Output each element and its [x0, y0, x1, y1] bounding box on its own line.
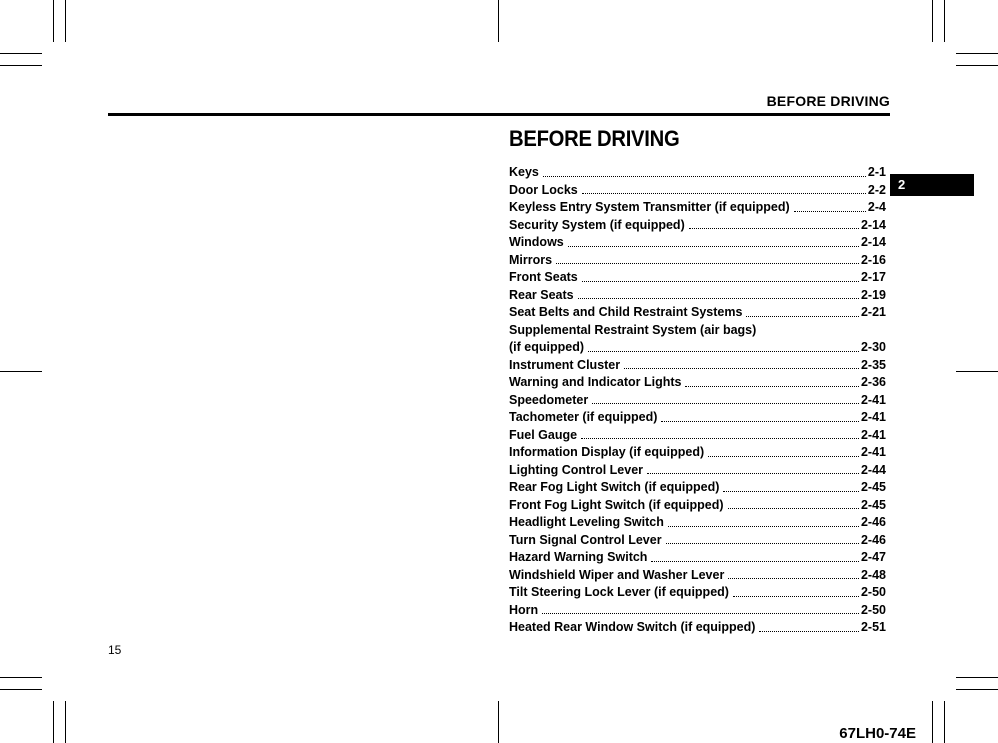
toc-entry-label: Hazard Warning Switch — [509, 550, 648, 564]
toc-entry — [509, 532, 886, 550]
toc-dot-leader — [578, 297, 859, 299]
crop-mark — [956, 371, 998, 372]
toc-entry-label: Information Display (if equipped) — [509, 445, 705, 459]
toc-entry — [509, 462, 886, 480]
toc-entry-label: Horn — [509, 602, 539, 617]
toc-entry — [509, 357, 886, 375]
toc-entry — [509, 339, 886, 357]
toc-entry — [509, 427, 886, 445]
toc-dot-leader — [746, 315, 859, 317]
crop-mark — [53, 0, 54, 42]
toc-entry-label: Mirrors — [509, 252, 553, 267]
section-title: BEFORE DRIVING — [509, 126, 680, 151]
toc-entry-page: 2-47 — [860, 550, 886, 564]
toc-entry-page: 2-19 — [860, 287, 886, 302]
toc-entry-page: 2-51 — [860, 620, 886, 634]
toc-entry — [509, 287, 886, 305]
toc-entry-label: Door Locks — [509, 182, 578, 197]
crop-mark — [0, 65, 42, 66]
toc-entry-label: Heated Rear Window Switch (if equipped) — [509, 620, 756, 634]
crop-mark — [0, 689, 42, 690]
crop-mark — [956, 65, 998, 66]
crop-mark — [932, 701, 933, 743]
crop-mark — [956, 53, 998, 54]
toc-entry — [509, 497, 886, 515]
crop-mark — [0, 677, 42, 678]
toc-entry — [509, 199, 886, 217]
toc-entry-label: Tachometer (if equipped) — [509, 410, 658, 424]
toc-entry-label: Instrument Cluster — [509, 357, 621, 372]
crop-mark — [53, 701, 54, 743]
toc-dot-leader — [568, 245, 859, 247]
toc-dot-leader — [543, 175, 866, 177]
toc-dot-leader — [708, 455, 859, 457]
toc-entry-label: Supplemental Restraint System (air bags) — [509, 322, 757, 337]
crop-mark — [956, 677, 998, 678]
toc-dot-leader — [728, 507, 859, 509]
crop-mark — [0, 53, 42, 54]
toc-entry-label: Turn Signal Control Lever — [509, 532, 662, 547]
crop-mark — [498, 0, 499, 42]
toc-dot-leader — [666, 542, 859, 544]
toc-dot-leader — [542, 612, 859, 614]
crop-mark — [944, 701, 945, 743]
toc-entry-page: 2-17 — [860, 270, 886, 284]
toc-entry-label: Rear Fog Light Switch (if equipped) — [509, 480, 720, 494]
toc-dot-leader — [582, 280, 859, 282]
page-number: 15 — [108, 643, 122, 657]
toc-entry-label: Lighting Control Lever — [509, 462, 644, 477]
toc-entry — [509, 549, 886, 567]
toc-dot-leader — [661, 420, 859, 422]
toc-entry-label: Windshield Wiper and Washer Lever — [509, 567, 725, 582]
toc-dot-leader — [581, 437, 859, 439]
toc-entry-label: Speedometer — [509, 392, 589, 407]
toc-dot-leader — [592, 402, 859, 404]
toc-entry-page: 2-45 — [860, 480, 886, 494]
toc-dot-leader — [733, 595, 859, 597]
toc-entry — [509, 182, 886, 200]
toc-entry — [509, 269, 886, 287]
toc-dot-leader — [723, 490, 859, 492]
table-of-contents — [509, 164, 886, 637]
toc-entry-page: 2-41 — [860, 445, 886, 459]
crop-mark — [944, 0, 945, 42]
toc-entry-page: 2-46 — [860, 515, 886, 529]
toc-entry — [509, 602, 886, 620]
toc-dot-leader — [556, 262, 859, 264]
toc-entry-page: 2-36 — [860, 375, 886, 389]
toc-dot-leader — [689, 227, 859, 229]
toc-entry-page: 2-21 — [860, 305, 886, 319]
toc-entry — [509, 164, 886, 182]
toc-entry-page: 2-41 — [860, 427, 886, 442]
crop-mark — [498, 701, 499, 743]
toc-dot-leader — [685, 385, 859, 387]
toc-entry-label: Front Fog Light Switch (if equipped) — [509, 497, 724, 512]
toc-entry-label: Tilt Steering Lock Lever (if equipped) — [509, 585, 729, 599]
toc-entry-page: 2-4 — [867, 200, 886, 214]
toc-entry-page: 2-16 — [860, 252, 886, 267]
header-rule — [108, 113, 890, 116]
crop-mark — [932, 0, 933, 42]
toc-entry-label: Keyless Entry System Transmitter (if equipped) — [509, 200, 790, 214]
toc-entry — [509, 392, 886, 410]
chapter-tab: 2 — [890, 174, 974, 196]
crop-mark — [0, 371, 42, 372]
toc-entry-page: 2-2 — [867, 182, 886, 197]
toc-entry-label: Front Seats — [509, 270, 578, 284]
toc-entry-label: Seat Belts and Child Restraint Systems — [509, 305, 743, 319]
toc-entry-page: 2-48 — [860, 567, 886, 582]
toc-entry-label: Keys — [509, 165, 539, 179]
crop-mark — [956, 689, 998, 690]
toc-dot-leader — [668, 525, 859, 527]
toc-entry — [509, 217, 886, 235]
crop-mark — [65, 0, 66, 42]
toc-dot-leader — [647, 472, 859, 474]
document-code: 67LH0-74E — [839, 725, 916, 742]
toc-entry — [509, 409, 886, 427]
toc-entry-page: 2-50 — [860, 602, 886, 617]
toc-entry-page: 2-41 — [860, 392, 886, 407]
toc-entry-page: 2-1 — [867, 165, 886, 179]
toc-entry — [509, 374, 886, 392]
toc-entry — [509, 567, 886, 585]
toc-entry-page: 2-30 — [860, 340, 886, 354]
toc-dot-leader — [588, 350, 859, 352]
toc-entry — [509, 514, 886, 532]
toc-entry-page: 2-45 — [860, 497, 886, 512]
toc-entry — [509, 479, 886, 497]
toc-entry-page: 2-35 — [860, 357, 886, 372]
toc-entry-page: 2-14 — [860, 217, 886, 232]
toc-entry — [509, 444, 886, 462]
toc-entry — [509, 234, 886, 252]
toc-entry-label: Fuel Gauge — [509, 427, 578, 442]
toc-entry — [509, 304, 886, 322]
toc-entry — [509, 322, 886, 340]
toc-entry-page: 2-14 — [860, 235, 886, 249]
toc-dot-leader — [582, 192, 866, 194]
toc-entry-page: 2-44 — [860, 462, 886, 477]
toc-entry-page: 2-41 — [860, 410, 886, 424]
toc-entry — [509, 252, 886, 270]
toc-entry-page: 2-46 — [860, 532, 886, 547]
toc-entry-label: Headlight Leveling Switch — [509, 515, 664, 529]
toc-dot-leader — [794, 210, 866, 212]
toc-dot-leader — [624, 367, 859, 369]
toc-entry — [509, 584, 886, 602]
toc-dot-leader — [759, 630, 859, 632]
toc-entry — [509, 619, 886, 637]
toc-entry-label: Warning and Indicator Lights — [509, 375, 682, 389]
toc-entry-label: (if equipped) — [509, 340, 584, 354]
toc-entry-label: Windows — [509, 235, 564, 249]
toc-entry-page: 2-50 — [860, 585, 886, 599]
toc-dot-leader — [651, 560, 859, 562]
toc-entry-label: Security System (if equipped) — [509, 217, 685, 232]
crop-mark — [65, 701, 66, 743]
toc-entry-label: Rear Seats — [509, 287, 574, 302]
toc-dot-leader — [728, 577, 859, 579]
running-header: BEFORE DRIVING — [766, 93, 890, 109]
